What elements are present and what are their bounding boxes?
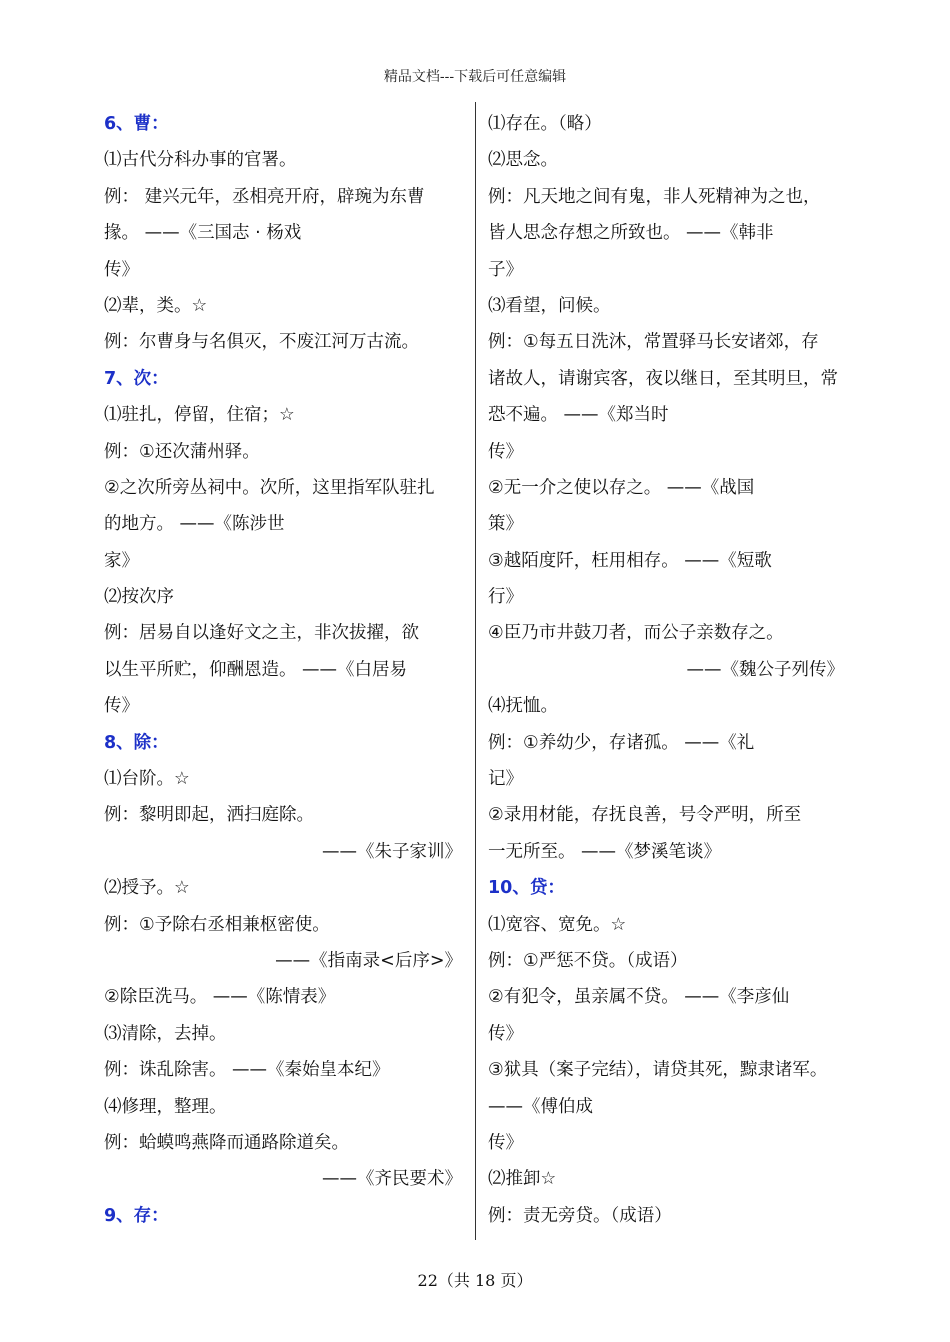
text-line: ——《魏公子列传》	[686, 659, 844, 680]
text-line: ⑷抚恤。	[488, 696, 558, 717]
text-line: ⑵推卸☆	[488, 1169, 557, 1190]
entry-heading: 9、存：	[104, 1205, 169, 1226]
text-line: ⑷修理，整理。	[104, 1096, 227, 1117]
text-line: 例：①每五日洗沐，常置驿马长安诸郊，存	[488, 332, 819, 353]
text-line: ⑴台阶。☆	[104, 769, 190, 790]
text-line: 诸故人，请谢宾客，夜以继日，至其明旦，常	[488, 368, 838, 389]
text-line: 传》	[104, 696, 139, 717]
text-line: ⑴宽容、宽免。☆	[488, 914, 627, 935]
text-line: ②有犯令，虽亲属不贷。 ——《李彦仙	[488, 987, 790, 1008]
text-line: 子》	[488, 259, 523, 280]
text-line: 传》	[488, 1132, 523, 1153]
text-line: ⑵辈，类。☆	[104, 295, 208, 316]
text-line: 的地方。 ——《陈涉世	[104, 514, 285, 535]
text-line: ⑶清除，去掉。	[104, 1023, 227, 1044]
text-line: ②除臣洗马。 ——《陈情表》	[104, 987, 336, 1008]
column-divider	[475, 102, 476, 1240]
text-line: 皆人思念存想之所致也。 ——《韩非	[488, 223, 774, 244]
text-line: 例：尔曹身与名俱灭，不废江河万古流。	[104, 332, 419, 353]
text-line: 例：责无旁贷。（成语）	[488, 1205, 672, 1226]
text-line: ⑶看望，问候。	[488, 295, 611, 316]
text-line: ——《指南录<后序>》	[275, 950, 462, 971]
entry-heading: 8、除：	[104, 732, 169, 753]
text-line: 例：①养幼少，存诸孤。 ——《礼	[488, 732, 755, 753]
text-line: 家》	[104, 550, 139, 571]
text-line: 例：居易自以逢好文之主，非次拔擢，欲	[104, 623, 419, 644]
entry-heading: 10、贷：	[488, 878, 565, 899]
text-line: 传》	[488, 441, 523, 462]
text-line: ③狱具（案子完结），请贷其死，黥隶诸军。	[488, 1060, 828, 1081]
text-line: 例：①严惩不贷。（成语）	[488, 950, 688, 971]
text-line: ——《朱子家训》	[322, 841, 462, 862]
text-line: ⑵按次序	[104, 587, 174, 608]
text-line: ③越陌度阡，枉用相存。 ——《短歌	[488, 550, 772, 571]
text-line: 掾。 ——《三国志 · 杨戏	[104, 223, 302, 244]
text-line: ⑴驻扎，停留，住宿；☆	[104, 405, 295, 426]
page-number: 22（共 18 页）	[417, 1271, 533, 1290]
entry-heading: 7、次：	[104, 368, 169, 389]
text-line: 恐不遍。 ——《郑当时	[488, 405, 669, 426]
text-line: ④臣乃市井鼓刀者，而公子亲数存之。	[488, 623, 784, 644]
text-line: ②无一介之使以存之。 ——《战国	[488, 477, 755, 498]
text-line: ⑴古代分科办事的官署。	[104, 150, 297, 171]
left-column	[104, 106, 462, 1234]
text-line: ⑵思念。	[488, 150, 558, 171]
text-line: 例：①还次蒲州驿。	[104, 441, 260, 462]
text-line: 例：蛤蟆鸣燕降而通路除道矣。	[104, 1132, 349, 1153]
text-line: 例：诛乱除害。 ——《秦始皇本纪》	[104, 1060, 390, 1081]
text-line: 例：①予除右丞相兼枢密使。	[104, 914, 330, 935]
text-line: ——《齐民要术》	[322, 1169, 462, 1190]
text-line: 行》	[488, 587, 523, 608]
page-header: 精品文档---下载后可任意编辑	[383, 69, 567, 85]
text-line: 记》	[488, 769, 523, 790]
text-line: ②之次所旁丛祠中。次所，这里指军队驻扎	[104, 477, 435, 498]
text-line: 一无所至。 ——《梦溪笔谈》	[488, 841, 722, 862]
text-line: 策》	[488, 514, 523, 535]
text-line: ——《傅伯成	[488, 1096, 593, 1117]
entry-heading: 6、曹：	[104, 114, 169, 134]
text-line: 例： 建兴元年，丞相亮开府，辟琬为东曹	[104, 186, 425, 207]
text-line: 例：黎明即起，洒扫庭除。	[104, 805, 314, 826]
right-column	[488, 106, 844, 1234]
text-line: ②录用材能，存抚良善，号令严明，所至	[488, 805, 802, 826]
text-line: ⑴存在。（略）	[488, 114, 602, 134]
text-line: 例：凡天地之间有鬼，非人死精神为之也，	[488, 186, 821, 207]
text-line: 传》	[104, 259, 139, 280]
text-line: 传》	[488, 1023, 523, 1044]
text-line: ⑵授予。☆	[104, 878, 190, 899]
text-line: 以生平所贮，仰酬恩造。 ——《白居易	[104, 659, 408, 680]
